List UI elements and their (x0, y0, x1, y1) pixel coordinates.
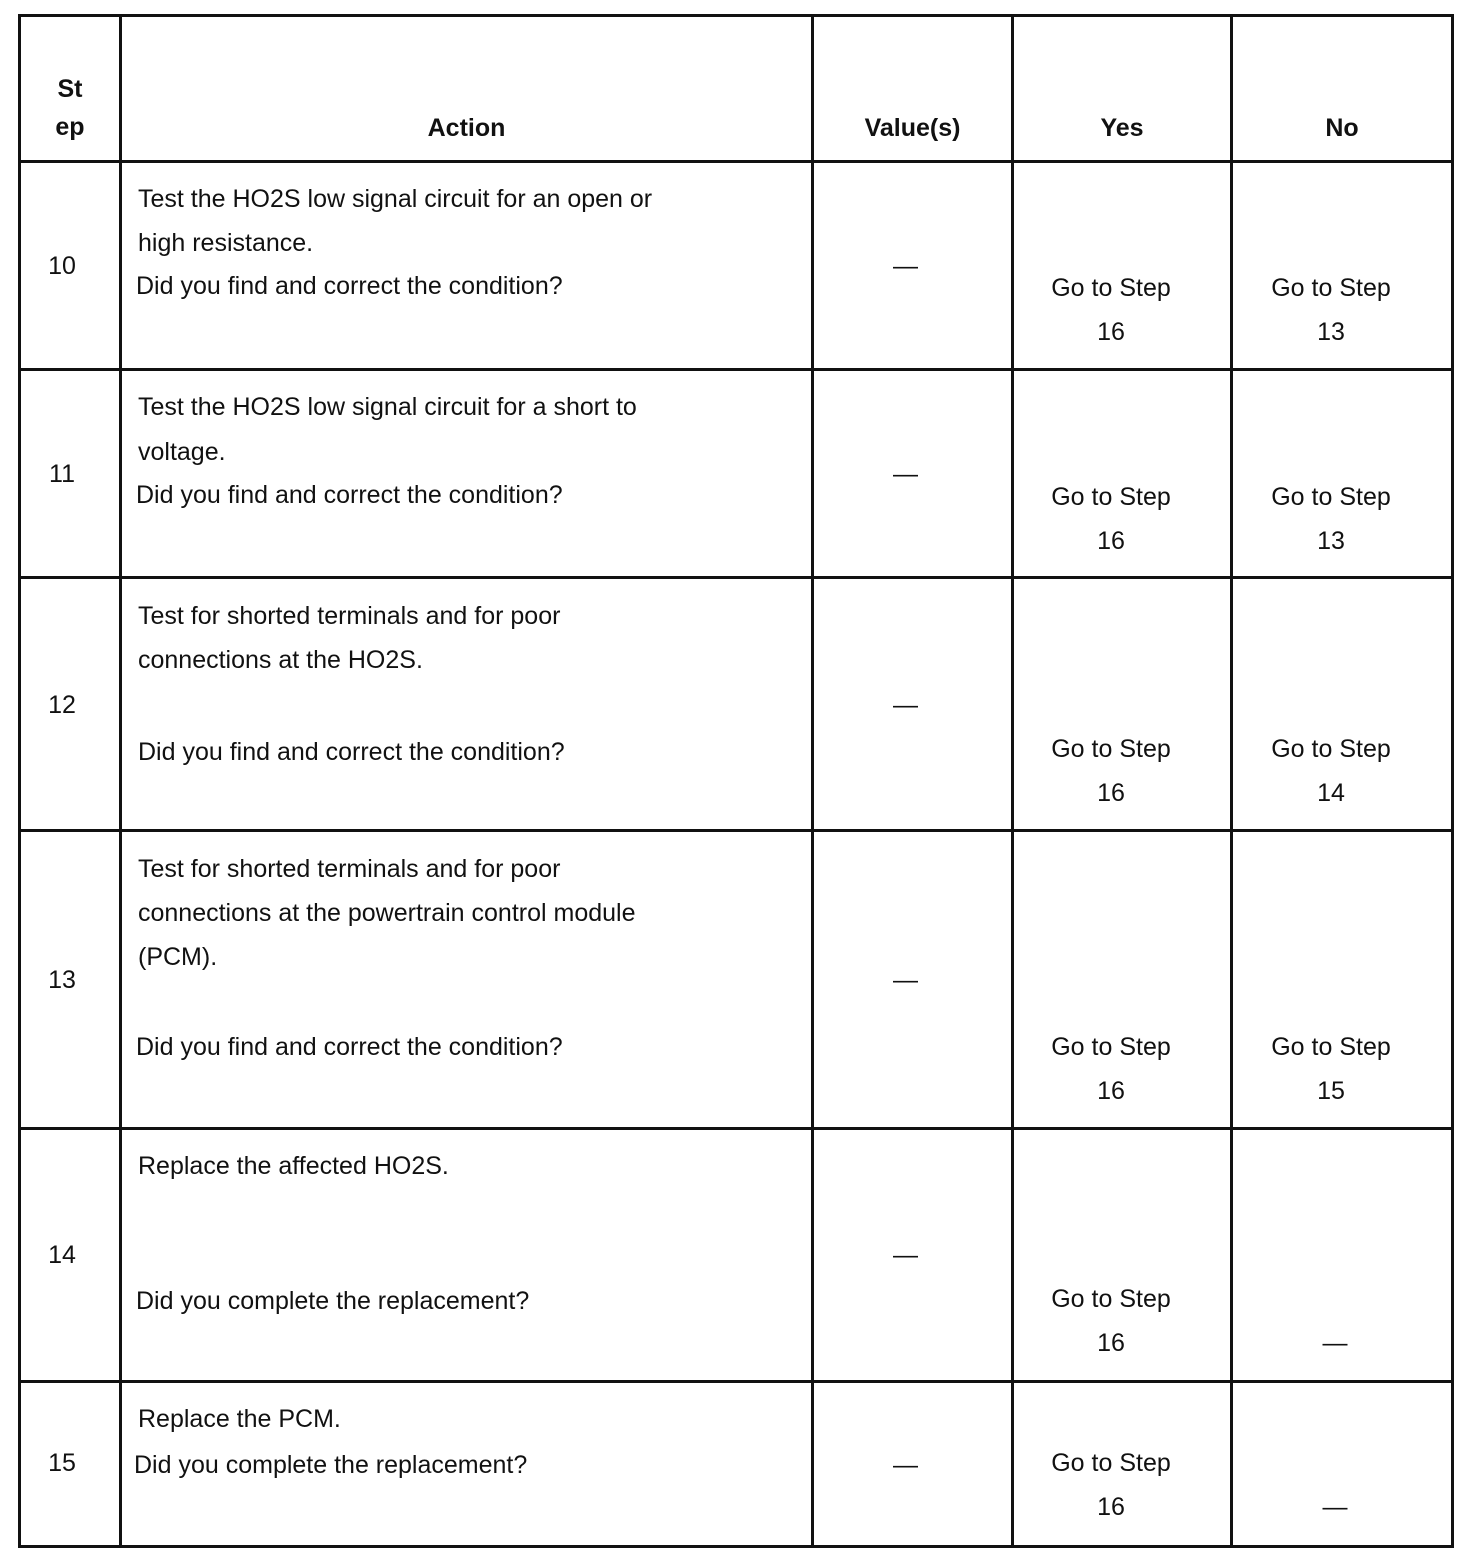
yes-goto: Go to Step 16 (1051, 1285, 1171, 1357)
action-text: high resistance. (138, 229, 314, 257)
action-text: Replace the affected HO2S. (138, 1152, 449, 1180)
value-dash: — (893, 1241, 918, 1269)
action-text: voltage. (138, 438, 226, 466)
action-text: (PCM). (138, 943, 218, 971)
value-dash: — (893, 252, 918, 280)
no-goto: Go to Step 14 (1271, 735, 1391, 807)
action-text: Test the HO2S low signal circuit for an open or (138, 185, 653, 213)
yes-goto: Go to Step 16 (1051, 1449, 1171, 1521)
action-text: Test for shorted terminals and for poor (138, 602, 561, 630)
value-dash: — (893, 691, 918, 719)
step-number: 11 (49, 460, 75, 488)
no-dash: — (1322, 1493, 1348, 1521)
table-border-right (1451, 14, 1454, 1548)
step-number: 10 (48, 252, 76, 280)
action-text: Test for shorted terminals and for poor (138, 855, 561, 883)
table-border-bottom (18, 1545, 1454, 1548)
yes-goto: Go to Step 16 (1051, 735, 1171, 807)
action-question: Did you complete the replacement? (136, 1287, 530, 1315)
value-dash: — (893, 966, 918, 994)
row-divider (18, 1127, 1454, 1130)
value-dash: — (893, 460, 918, 488)
header-values: Value(s) (864, 114, 961, 142)
step-number: 15 (48, 1449, 76, 1477)
header-action: Action (427, 114, 506, 142)
action-text: connections at the powertrain control module (138, 899, 636, 927)
no-goto: Go to Step 15 (1271, 1033, 1391, 1105)
no-dash: — (1322, 1329, 1348, 1357)
action-question: Did you find and correct the condition? (136, 1033, 563, 1061)
table-border-top (18, 14, 1454, 17)
header-step: St ep (55, 75, 85, 141)
row-divider (18, 368, 1454, 371)
diagnostic-table (18, 14, 1454, 1548)
header-no: No (1325, 114, 1359, 142)
yes-goto: Go to Step 16 (1051, 1033, 1171, 1105)
action-text: Test the HO2S low signal circuit for a short to (138, 393, 637, 421)
step-number: 14 (48, 1241, 76, 1269)
no-goto: Go to Step 13 (1271, 483, 1391, 555)
action-question: Did you complete the replacement? (134, 1451, 528, 1479)
row-divider (18, 160, 1454, 163)
header-yes: Yes (1100, 114, 1144, 142)
yes-goto: Go to Step 16 (1051, 483, 1171, 555)
action-text: connections at the HO2S. (138, 646, 423, 674)
no-goto: Go to Step 13 (1271, 274, 1391, 346)
step-number: 13 (48, 966, 76, 994)
column-divider (119, 14, 122, 1548)
action-text: Replace the PCM. (138, 1405, 341, 1433)
step-number: 12 (48, 691, 76, 719)
row-divider (18, 1380, 1454, 1383)
action-question: Did you find and correct the condition? (138, 738, 565, 766)
action-question: Did you find and correct the condition? (136, 272, 563, 300)
row-divider (18, 829, 1454, 832)
value-dash: — (893, 1451, 918, 1479)
row-divider (18, 576, 1454, 579)
yes-goto: Go to Step 16 (1051, 274, 1171, 346)
action-question: Did you find and correct the condition? (136, 481, 563, 509)
